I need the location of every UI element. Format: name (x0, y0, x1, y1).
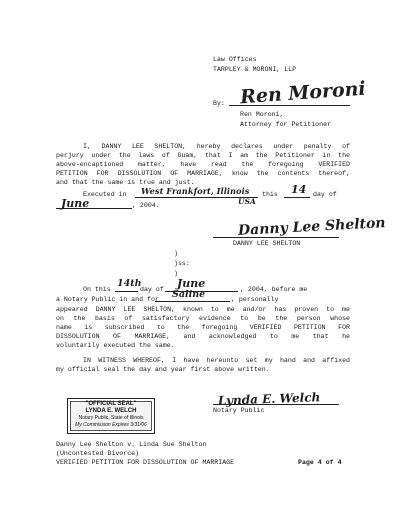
notary-line-6: DISSOLUTION OF MARRIAGE, and acknowledged to me that he (56, 333, 350, 340)
notary-line-3: appeared DANNY LEE SHELTON, known to me and/or has proven to me (56, 306, 350, 313)
notary-jurisdiction-label: a Notary Public in and for (56, 296, 159, 303)
venue-ss: )ss: (174, 260, 190, 267)
footer-case-caption: Danny Lee Shelton v. Linda Sue Shelton (56, 441, 207, 448)
notary-personally-label: , personally (231, 296, 279, 303)
executed-place: West Frankfort, Illinois (141, 186, 250, 196)
executed-month: June (61, 197, 90, 210)
executed-day: 14 (291, 183, 307, 196)
executed-in-label: Executed in (83, 191, 127, 198)
executed-this-label: this (262, 191, 278, 198)
witness-line-2: my official seal the day and year first above written. (56, 366, 270, 373)
verification-line-3: above-encaptioned matter, have read the foregoing VERIFIED (56, 161, 350, 168)
notary-signature: Lynda E. Welch (217, 390, 321, 408)
verification-line-5: and that the same is true and just. (56, 179, 195, 186)
verification-line-1: I, DANNY LEE SHELTON, hereby declares under penalty of (83, 143, 350, 150)
verification-line-4: PETITION FOR DISSOLUTION OF MARRIAGE, know the contents thereof, (56, 170, 350, 177)
page-number: Page 4 of 4 (298, 459, 342, 466)
notary-day-of-label: day of (140, 286, 164, 293)
footer-document-title: VERIFIED PETITION FOR DISSOLUTION OF MARRIAGE (56, 459, 235, 466)
attorney-signature: Ren Moroni (239, 77, 367, 109)
petitioner-name: DANNY LEE SHELTON (233, 240, 301, 247)
attorney-name: Ren Moroni, (240, 111, 284, 118)
executed-day-of-label: day of (313, 191, 337, 198)
witness-line-1: IN WITNESS WHEREOF, I have hereunto set my hand and affixed (83, 357, 350, 364)
footer-case-type: (Uncontested Divorce) (56, 450, 140, 457)
seal-state: Notary Public, State of Illinois (78, 415, 144, 421)
attorney-title: Attorney for Petitioner (240, 121, 332, 128)
notary-month: June (177, 277, 206, 290)
notary-year-suffix: , 2004, before me (240, 286, 308, 293)
petitioner-signature-line (213, 237, 339, 238)
executed-year: , 2004. (132, 202, 160, 209)
executed-day-line (284, 197, 310, 198)
seal-expiration: My Commission Expires 3/31/06 (75, 422, 147, 428)
notary-signature-line (213, 404, 339, 405)
notary-day: 14th (117, 278, 142, 289)
venue-bracket-top: ) (174, 250, 178, 257)
notary-day-line (115, 291, 138, 292)
official-seal-stamp (67, 398, 155, 434)
venue-bracket-bottom: ) (174, 270, 178, 277)
law-firm-name: TARPLEY & MORONI, LLP (213, 66, 297, 73)
seal-name: LYNDA E. WELCH (85, 408, 137, 414)
verification-line-2: perjury under the laws of Guam, that I am the Petitioner in the (56, 152, 350, 159)
notary-public-label: Notary Public (213, 407, 265, 414)
notary-line-4: on the basis of satisfactory evidence to be the person whose (56, 315, 350, 322)
notary-county-line (155, 301, 230, 302)
law-offices-label: Law Offices (213, 56, 257, 63)
notary-on-this-label: On this (83, 286, 111, 293)
seal-title: "OFFICIAL SEAL" (85, 401, 137, 407)
notary-line-7: voluntarily executed the same. (56, 342, 175, 349)
notary-county: Saline (172, 289, 206, 300)
petitioner-signature: Danny Lee Shelton (237, 215, 386, 239)
by-label: By: (213, 100, 225, 107)
executed-place-note: USA (238, 197, 256, 206)
notary-line-5: name is subscribed to the foregoing VERIFIED PETITION FOR (56, 324, 350, 331)
